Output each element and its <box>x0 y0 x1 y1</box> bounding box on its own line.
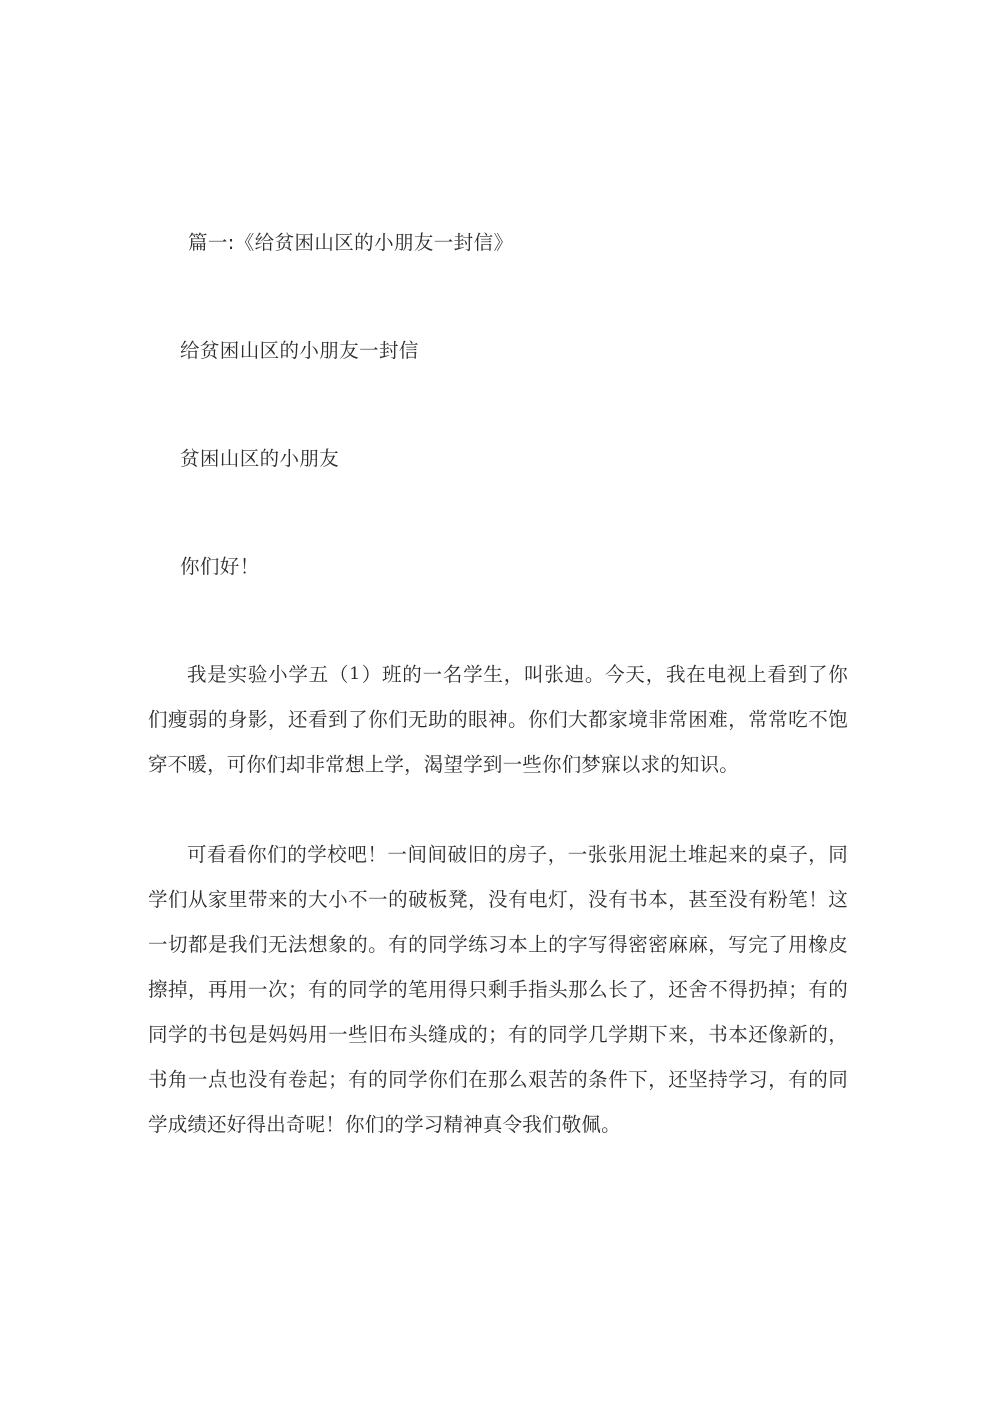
paragraph-1-segment-after-class: ）班的一名学生，叫张迪。今天，我在电视上看到了你们瘦弱的身影，还看到了你们无助的眼神。你们大都家境非常困难，常常吃不饱穿不暖，可你们却非常想上学，渴望学到一些你们梦寐以求的知识。 <box>148 663 848 776</box>
source-heading: 篇一:《给贫困山区的小朋友一封信》 <box>188 231 514 254</box>
letter-greeting: 你们好！ <box>180 555 260 578</box>
paragraph-1-segment-before-class: 我是实验小学五（ <box>187 663 350 686</box>
letter-salutation: 贫困山区的小朋友 <box>180 447 340 470</box>
body-paragraph-2: 可看看你们的学校吧！一间间破旧的房子，一张张用泥土堆起来的桌子，同学们从家里带来的大小不一的破板凳，没有电灯，没有书本，甚至没有粉笔！这一切都是我们无法想象的。有的同学练习本上的字写得密密麻麻，写完了用橡皮擦掉，再用一次；有的同学的笔用得只剩手指头那么长了，还舍不得扔掉；有的同学的书包是妈妈用一些旧布头缝成的；有的同学几学期下来，书本还像新的，书角一点也没有卷起；有的同学你们在那么艰苦的条件下，还坚持学习，有的同学成绩还好得出奇呢！你们的学习精神真令我们敬佩。 <box>148 843 848 1136</box>
letter-title: 给贫困山区的小朋友一封信 <box>180 339 419 362</box>
body-paragraph-1 <box>148 652 848 787</box>
document-text-body <box>148 228 848 1147</box>
class-number: 1 <box>349 664 362 684</box>
